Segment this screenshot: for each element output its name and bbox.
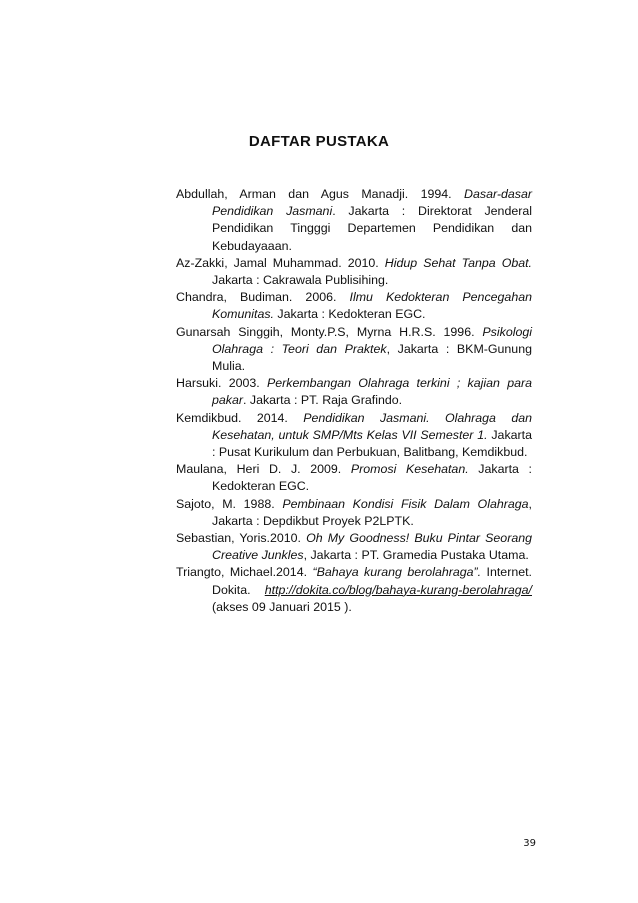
reference-title: Dasar-dasar Pendidikan Jasmani bbox=[212, 187, 532, 219]
reference-entry bbox=[176, 324, 532, 376]
reference-publisher: . Jakarta : Direktorat Jenderal Pendidikan Tingggi Departemen Pendidikan dan Kebudayaaan. bbox=[212, 204, 532, 253]
reference-text: Maulana, Heri D. J. 2009. bbox=[176, 462, 351, 477]
reference-entry bbox=[176, 564, 532, 616]
reference-text: Sajoto, M. 1988. bbox=[176, 496, 283, 511]
reference-publisher: , Jakarta : Depdikbut Proyek P2LPTK. bbox=[212, 496, 532, 528]
reference-text: Harsuki. 2003. bbox=[176, 376, 267, 391]
reference-text: Kemdikbud. 2014. bbox=[176, 410, 304, 425]
reference-entry bbox=[176, 255, 532, 289]
reference-publisher: Jakarta : Pusat Kurikulum dan Perbukuan, Balitbang, Kemdikbud. bbox=[212, 427, 532, 460]
reference-text: Gunarsah Singgih, Monty.P.S, Myrna H.R.S. 1996. bbox=[176, 324, 483, 339]
reference-publisher: Jakarta : Cakrawala Publisihing. bbox=[212, 273, 389, 288]
reference-source: Internet. Dokita. bbox=[212, 565, 532, 597]
reference-entry bbox=[176, 530, 532, 564]
reference-text: Chandra, Budiman. 2006. bbox=[176, 290, 350, 305]
reference-list bbox=[176, 186, 532, 616]
reference-title: “Bahaya kurang berolahraga”. bbox=[312, 565, 482, 580]
page-number: 39 bbox=[523, 838, 536, 849]
reference-text: Az-Zakki, Jamal Muhammad. 2010. bbox=[176, 255, 385, 270]
reference-title: Oh My Goodness! Buku Pintar Seorang Creative Junkles bbox=[212, 531, 532, 563]
reference-url-link[interactable]: http://dokita.co/blog/bahaya-kurang-berolahraga/ bbox=[264, 582, 532, 597]
reference-text: Triangto, Michael.2014. bbox=[176, 565, 313, 580]
reference-entry bbox=[176, 410, 532, 462]
reference-title: Promosi Kesehatan. bbox=[350, 462, 469, 477]
page-title: DAFTAR PUSTAKA bbox=[248, 133, 390, 150]
reference-access-date: (akses 09 Januari 2015 ). bbox=[212, 599, 352, 614]
reference-title: Ilmu Kedokteran Pencegahan Komunitas. bbox=[212, 290, 532, 322]
reference-title: Pembinaan Kondisi Fisik Dalam Olahraga bbox=[282, 496, 529, 511]
reference-entry bbox=[176, 375, 532, 409]
reference-title: Pendidikan Jasmani. Olahraga dan Kesehatan, untuk SMP/Mts Kelas VII Semester 1. bbox=[212, 410, 532, 442]
reference-publisher: Jakarta : Kedokteran EGC. bbox=[273, 307, 426, 322]
reference-title: Psikologi Olahraga : Teori dan Praktek bbox=[212, 324, 532, 356]
reference-text: Sebastian, Yoris.2010. bbox=[176, 531, 307, 546]
reference-text: Abdullah, Arman dan Agus Manadji. 1994. bbox=[176, 187, 465, 201]
reference-title: Hidup Sehat Tanpa Obat. bbox=[384, 255, 532, 270]
reference-entry bbox=[176, 289, 532, 323]
reference-entry bbox=[176, 461, 532, 495]
reference-publisher: Jakarta : Kedokteran EGC. bbox=[212, 462, 532, 494]
reference-entry bbox=[176, 186, 532, 255]
reference-publisher: , Jakarta : PT. Gramedia Pustaka Utama. bbox=[303, 548, 529, 563]
reference-title: Perkembangan Olahraga terkini ; kajian para pakar bbox=[212, 376, 532, 408]
reference-publisher: . Jakarta : PT. Raja Grafindo. bbox=[243, 393, 403, 408]
reference-entry bbox=[176, 496, 532, 530]
reference-publisher: , Jakarta : BKM-Gunung Mulia. bbox=[212, 341, 532, 374]
